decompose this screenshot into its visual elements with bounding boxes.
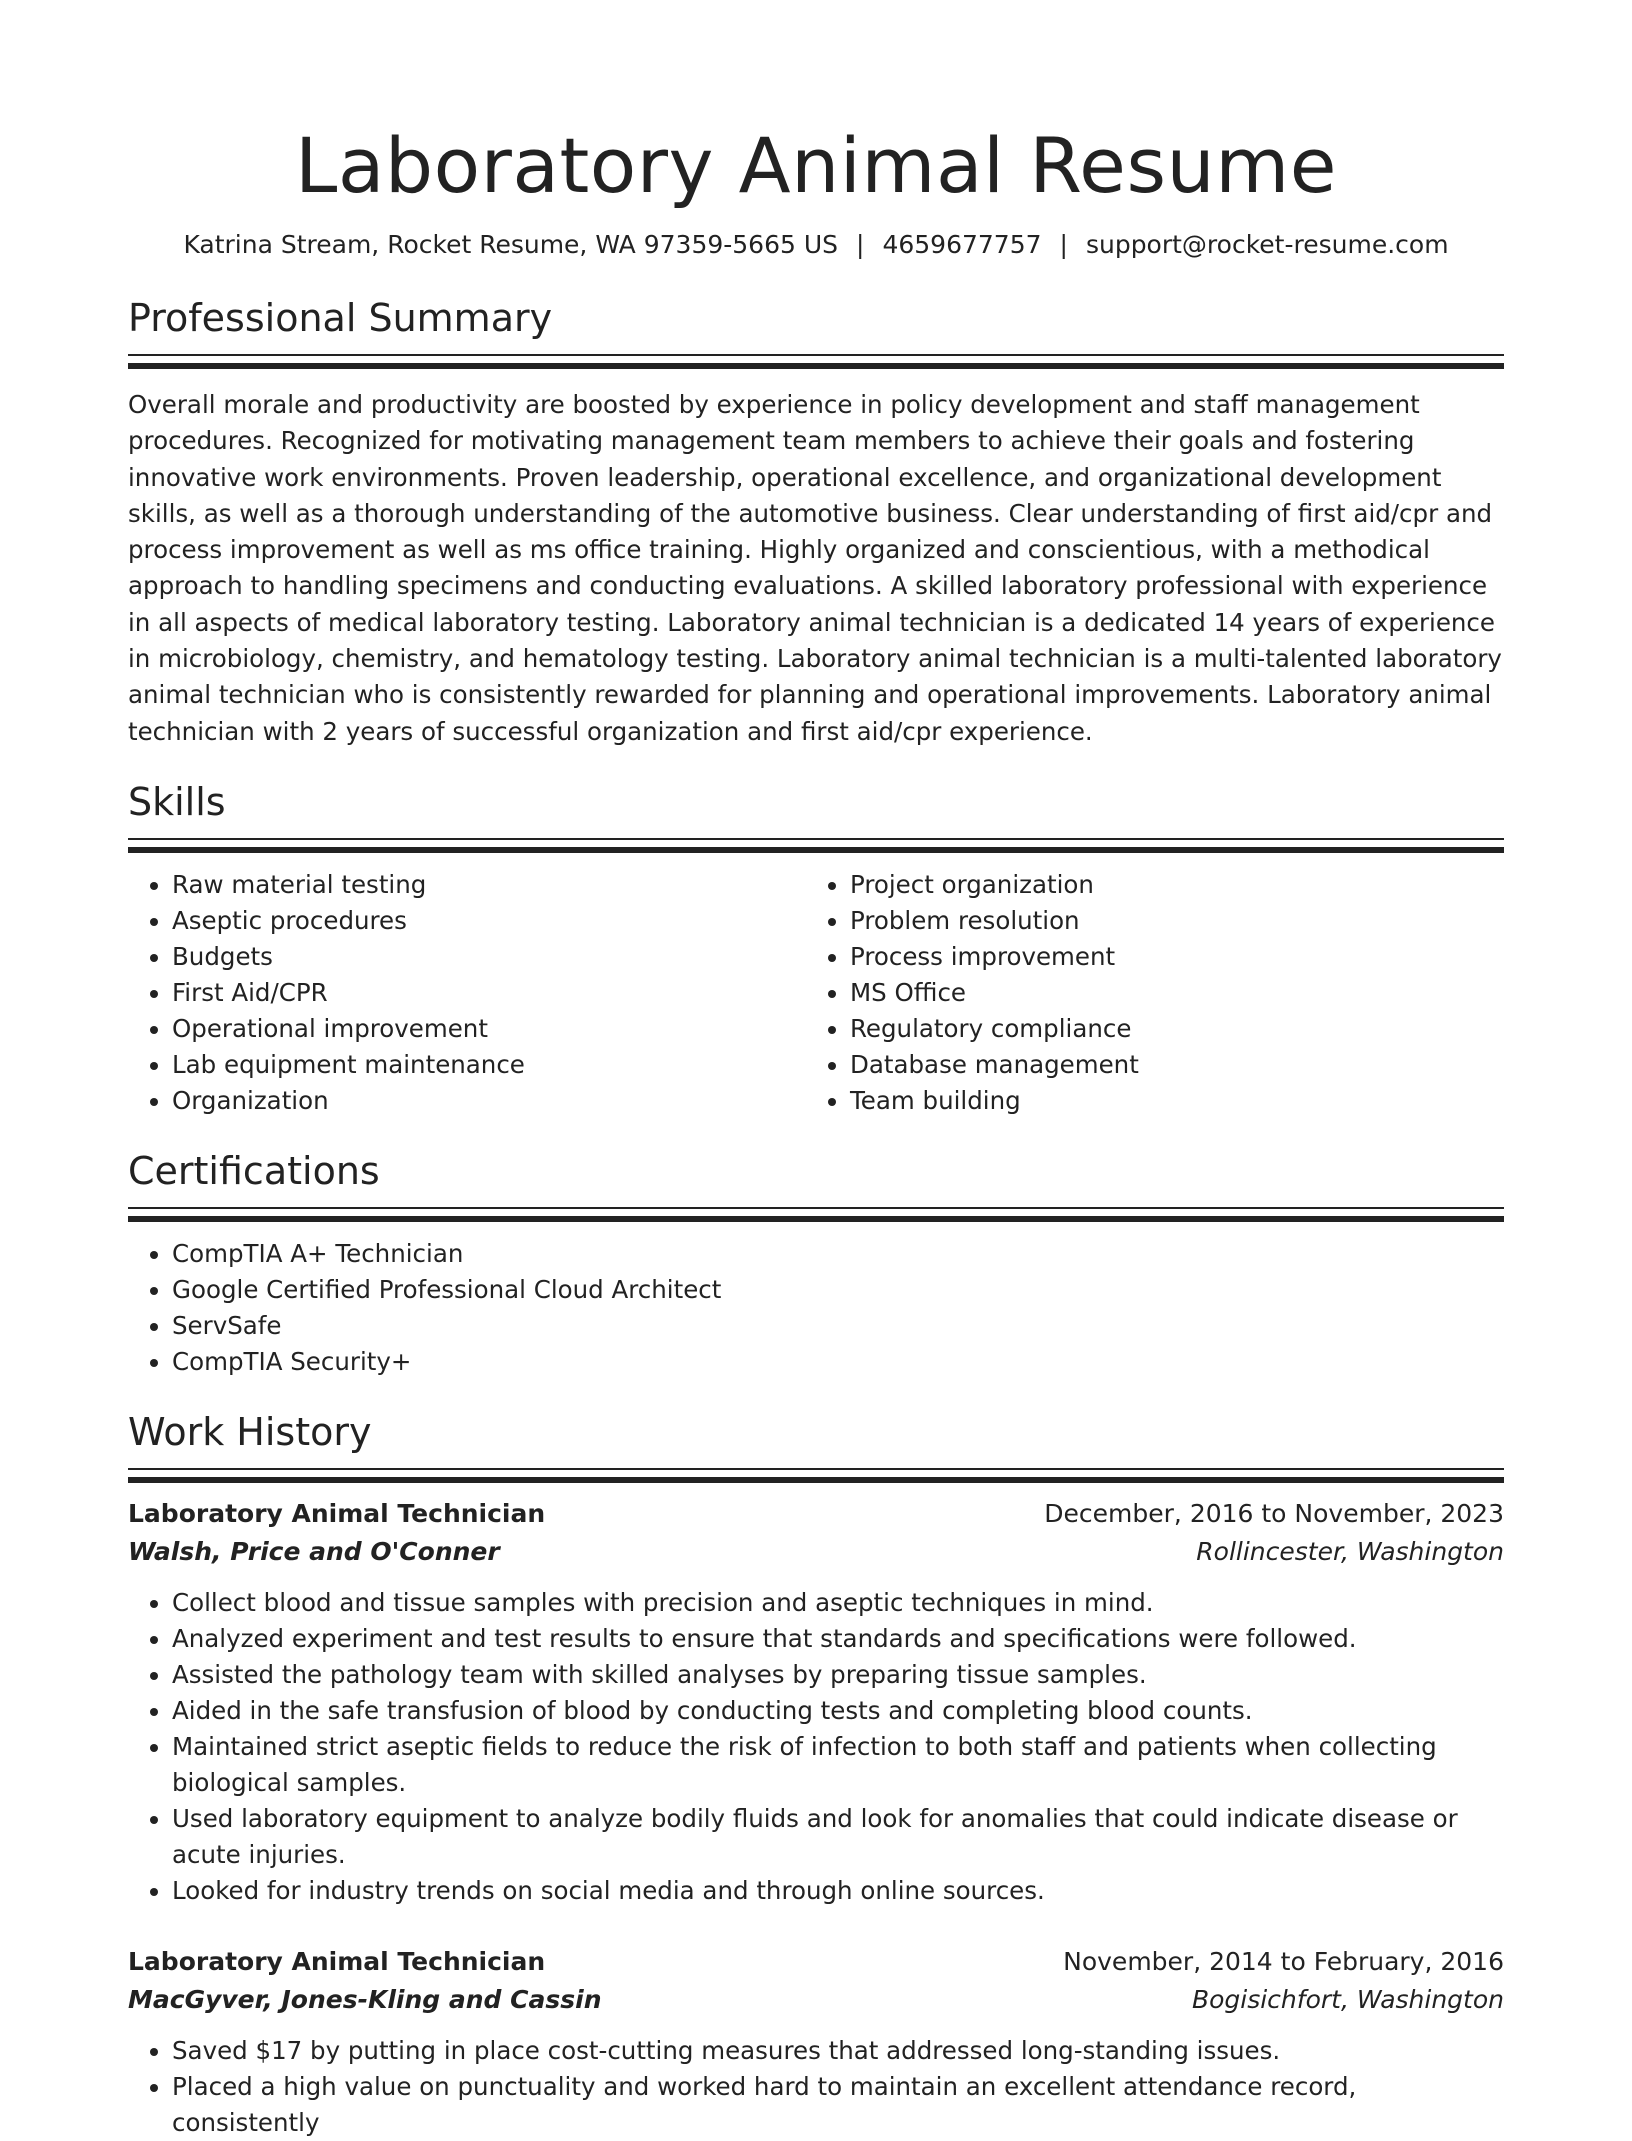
- skills-list-right: [806, 867, 1484, 1119]
- section-divider-thick: [128, 847, 1504, 853]
- certification-item: • Google Certified Professional Cloud Architect: [172, 1272, 1504, 1308]
- contact-phone: 4659677757: [882, 230, 1042, 259]
- contact-separator: |: [1059, 230, 1068, 259]
- skill-item: • Lab equipment maintenance: [172, 1047, 806, 1083]
- job-title: Laboratory Animal Technician: [128, 1498, 546, 1528]
- skill-item: • Organization: [172, 1083, 806, 1119]
- page-title: Laboratory Animal Resume: [294, 121, 1337, 210]
- skill-item: • Budgets: [172, 939, 806, 975]
- job-duty-item: • Maintained strict aseptic fields to reduce the risk of infection to both staff and patients when collecting biological samples.: [172, 1729, 1504, 1801]
- skill-item: • First Aid/CPR: [172, 975, 806, 1011]
- skill-item: • Team building: [850, 1083, 1484, 1119]
- job-duty-item: • Aided in the safe transfusion of blood by conducting tests and completing blood counts.: [172, 1693, 1504, 1729]
- certifications-list: [128, 1236, 1504, 1380]
- job-duty-item: • Analyzed experiment and test results to ensure that standards and specifications were followed.: [172, 1621, 1504, 1657]
- contact-line: [128, 228, 1504, 262]
- section-divider: [128, 838, 1504, 840]
- job-subheader: [128, 1533, 1504, 1571]
- job-header: [128, 1943, 1504, 1981]
- job-duty-item: • Used laboratory equipment to analyze bodily fluids and look for anomalies that could indicate disease or acute injuries.: [172, 1801, 1504, 1873]
- certification-item: • ServSafe: [172, 1308, 1504, 1344]
- section-heading-certifications: Certifications: [128, 1148, 380, 1193]
- job-company: Walsh, Price and O'Conner: [128, 1536, 500, 1566]
- job-location: Bogisichfort, Washington: [1191, 1984, 1504, 2014]
- skill-item: • MS Office: [850, 975, 1484, 1011]
- section-divider: [128, 1468, 1504, 1470]
- summary-section: [128, 294, 1504, 750]
- job-company: MacGyver, Jones-Kling and Cassin: [128, 1984, 602, 2014]
- job-duty-item: • Assisted the pathology team with skilled analyses by preparing tissue samples.: [172, 1657, 1504, 1693]
- job-duties-list: [128, 2033, 1504, 2141]
- certifications-section: [128, 1147, 1504, 1380]
- skills-column-left: [128, 867, 806, 1119]
- contact-separator: |: [856, 230, 865, 259]
- skill-item: • Raw material testing: [172, 867, 806, 903]
- job-duty-item: • Saved $17 by putting in place cost-cutting measures that addressed long-standing issues.: [172, 2033, 1504, 2069]
- job-duty-item: • Looked for industry trends on social media and through online sources.: [172, 1873, 1504, 1909]
- contact-email[interactable]: support@rocket-resume.com: [1085, 230, 1449, 259]
- section-heading-summary: Professional Summary: [128, 296, 553, 340]
- skill-item: • Process improvement: [850, 939, 1484, 975]
- section-divider: [128, 1207, 1504, 1209]
- skills-column-right: [806, 867, 1484, 1119]
- section-divider-thick: [128, 1477, 1504, 1483]
- skill-item: • Database management: [850, 1047, 1484, 1083]
- job-dates: December, 2016 to November, 2023: [1044, 1498, 1504, 1528]
- skill-item: • Aseptic procedures: [172, 903, 806, 939]
- skill-item: • Operational improvement: [172, 1011, 806, 1047]
- job-duties-list: [128, 1585, 1504, 1909]
- resume-page: [128, 0, 1504, 2141]
- job-title: Laboratory Animal Technician: [128, 1946, 546, 1976]
- skill-item: • Regulatory compliance: [850, 1011, 1484, 1047]
- job-duty-item: • Collect blood and tissue samples with precision and aseptic techniques in mind.: [172, 1585, 1504, 1621]
- summary-text: Overall morale and productivity are boosted by experience in policy development and staff management procedures. Recognized for motivating management team members to achieve their goals and fostering innovative work environments. Proven leadership, operational excellence, and organizational development skills, as well as a thorough understanding of the automotive business. Clear understanding of first aid/cpr and process improvement as well as ms office training. Highly organized and conscientious, with a methodical approach to handling specimens and conducting evaluations. A skilled laboratory professional with experience in all aspects of medical laboratory testing. Laboratory animal technician is a dedicated 14 years of experience in microbiology, chemistry, and hematology testing. Laboratory animal technician is a multi-talented laboratory animal technician who is consistently rewarded for planning and operational improvements. Laboratory animal technician with 2 years of successful organization and first aid/cpr experience.: [128, 390, 1502, 746]
- job-entry: [128, 1943, 1504, 2141]
- section-heading-skills: Skills: [128, 779, 226, 824]
- skills-grid: [128, 867, 1504, 1119]
- skill-item: • Project organization: [850, 867, 1484, 903]
- section-divider-thick: [128, 363, 1504, 369]
- section-divider: [128, 354, 1504, 356]
- contact-address: Katrina Stream, Rocket Resume, WA 97359-5665 US: [183, 230, 839, 259]
- work-history-section: [128, 1408, 1504, 2141]
- skill-item: • Problem resolution: [850, 903, 1484, 939]
- job-dates: November, 2014 to February, 2016: [1063, 1946, 1504, 1976]
- certification-item: • CompTIA Security+: [172, 1344, 1504, 1380]
- certification-item: • CompTIA A+ Technician: [172, 1236, 1504, 1272]
- job-duty-item: • Placed a high value on punctuality and worked hard to maintain an excellent attendance record, consistently: [172, 2069, 1504, 2141]
- section-divider-thick: [128, 1216, 1504, 1222]
- job-header: [128, 1495, 1504, 1533]
- job-subheader: [128, 1981, 1504, 2019]
- job-location: Rollincester, Washington: [1196, 1536, 1504, 1566]
- skills-list-left: [128, 867, 806, 1119]
- skills-section: [128, 778, 1504, 1119]
- job-entry: [128, 1495, 1504, 1909]
- section-heading-work-history: Work History: [128, 1409, 372, 1454]
